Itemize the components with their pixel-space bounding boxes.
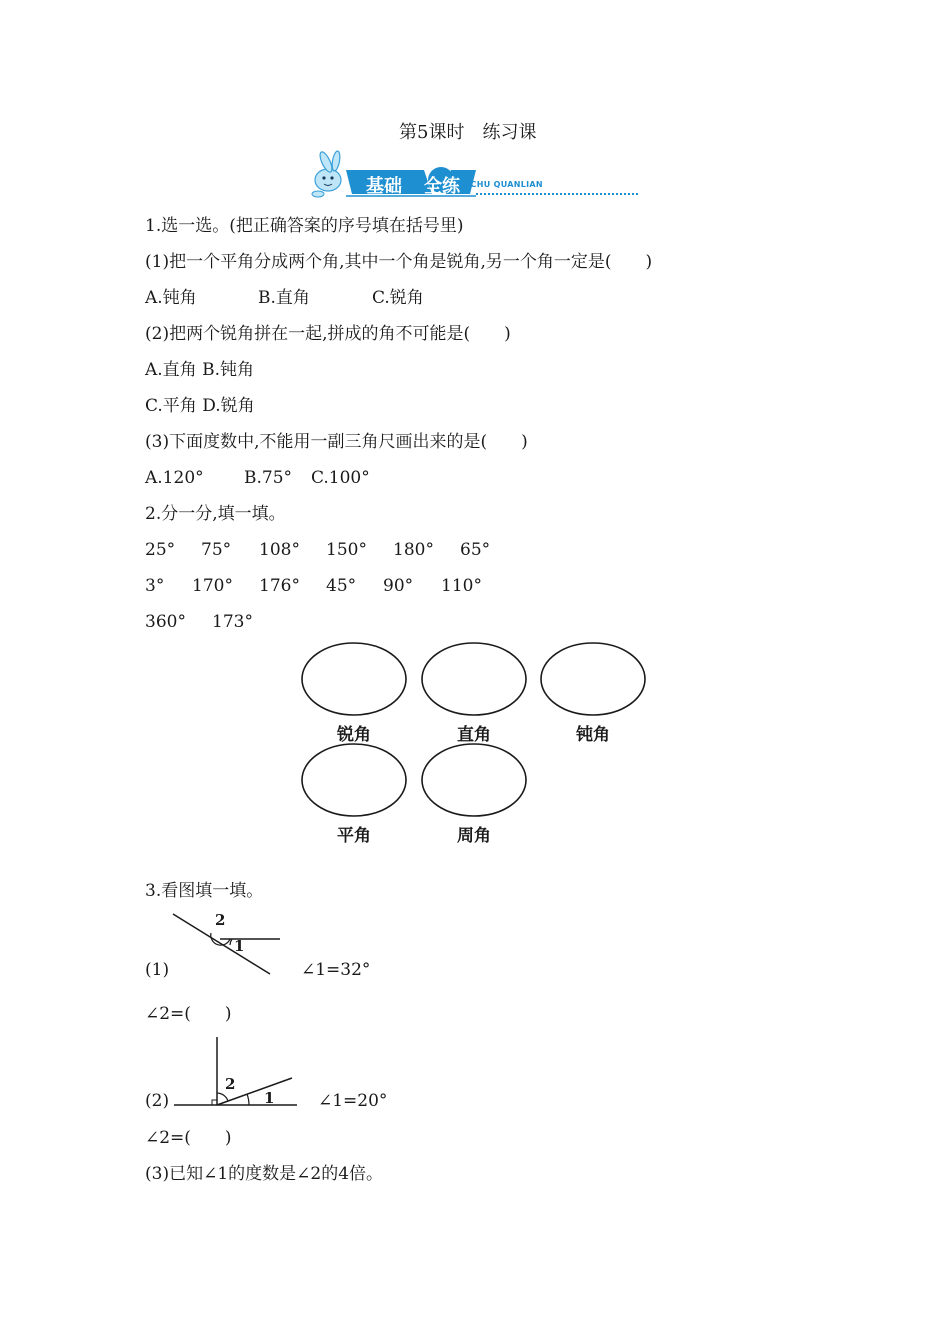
q2-degree: 180°: [393, 540, 434, 560]
q3-p1-given: ∠1=32°: [301, 960, 371, 980]
q2-degree: 25°: [145, 540, 176, 560]
q2-degree: 65°: [460, 540, 491, 560]
q1-p2-options-row1: A.直角 B.钝角: [145, 360, 254, 380]
q3-p3-stem: (3)已知∠1的度数是∠2的4倍。: [145, 1164, 384, 1184]
banner-pinyin: JICHU QUANLIAN: [464, 180, 543, 189]
q2-degree: 173°: [212, 612, 253, 632]
q2-degree: 75°: [201, 540, 232, 560]
q3-p2-ask: ∠2=( ): [145, 1128, 232, 1148]
q3-p2-angle-1-label: 1: [264, 1089, 275, 1107]
q2-degree: 170°: [192, 576, 233, 596]
q2-degree: 360°: [145, 612, 186, 632]
category-label-obtuse: 钝角: [576, 725, 610, 745]
category-label-round: 周角: [457, 826, 491, 846]
q2-degree: 3°: [145, 576, 165, 596]
q3-p1-label: (1): [145, 960, 170, 980]
q2-degree: 90°: [383, 576, 414, 596]
q1-p3-stem: (3)下面度数中,不能用一副三角尺画出来的是( ): [145, 432, 528, 452]
q2-degree: 150°: [326, 540, 367, 560]
q2-degree: 110°: [441, 576, 482, 596]
q3-p1-figure: [168, 908, 288, 978]
rabbit-mascot-icon: [312, 150, 341, 197]
q3-p2-figure: [170, 1035, 305, 1115]
oval-obtuse: [541, 643, 645, 715]
q1-p3-option-b: B.75°: [244, 468, 293, 488]
section-banner: [306, 150, 642, 200]
q1-p1-option-c: C.锐角: [372, 288, 424, 308]
page-title: 第5课时 练习课: [399, 122, 537, 143]
q1-p2-options-row2: C.平角 D.锐角: [145, 396, 255, 416]
q2-degree: 176°: [259, 576, 300, 596]
oval-round: [422, 744, 526, 816]
oval-acute: [302, 643, 406, 715]
q2-degree: 108°: [259, 540, 300, 560]
oval-straight: [302, 744, 406, 816]
q2-stem: 2.分一分,填一填。: [145, 504, 286, 524]
banner-graphic: [306, 150, 642, 200]
q3-p1-ask: ∠2=( ): [145, 1004, 232, 1024]
oval-right: [422, 643, 526, 715]
q3-p2-given: ∠1=20°: [318, 1091, 388, 1111]
q1-stem: 1.选一选。(把正确答案的序号填在括号里): [145, 216, 464, 236]
category-label-straight: 平角: [337, 826, 371, 846]
q3-p2-label: (2): [145, 1091, 170, 1111]
q2-degree: 45°: [326, 576, 357, 596]
banner-label-jichu: 基础: [366, 176, 402, 197]
category-label-right: 直角: [457, 725, 491, 745]
q1-p1-stem: (1)把一个平角分成两个角,其中一个角是锐角,另一个角一定是( ): [145, 252, 653, 272]
q3-p2-angle-2-label: 2: [225, 1075, 236, 1093]
q1-p3-option-c: C.100°: [311, 468, 370, 488]
q1-p2-stem: (2)把两个锐角拼在一起,拼成的角不可能是( ): [145, 324, 511, 344]
banner-label-quanlian: 全练: [424, 176, 460, 197]
q1-p3-option-a: A.120°: [145, 468, 204, 488]
q3-stem: 3.看图填一填。: [145, 881, 264, 901]
q1-p1-option-b: B.直角: [258, 288, 310, 308]
category-label-acute: 锐角: [337, 725, 371, 745]
q1-p1-option-a: A.钝角: [145, 288, 197, 308]
q3-p1-angle-1-label: 1: [234, 937, 245, 955]
q3-p1-angle-2-label: 2: [215, 911, 226, 929]
